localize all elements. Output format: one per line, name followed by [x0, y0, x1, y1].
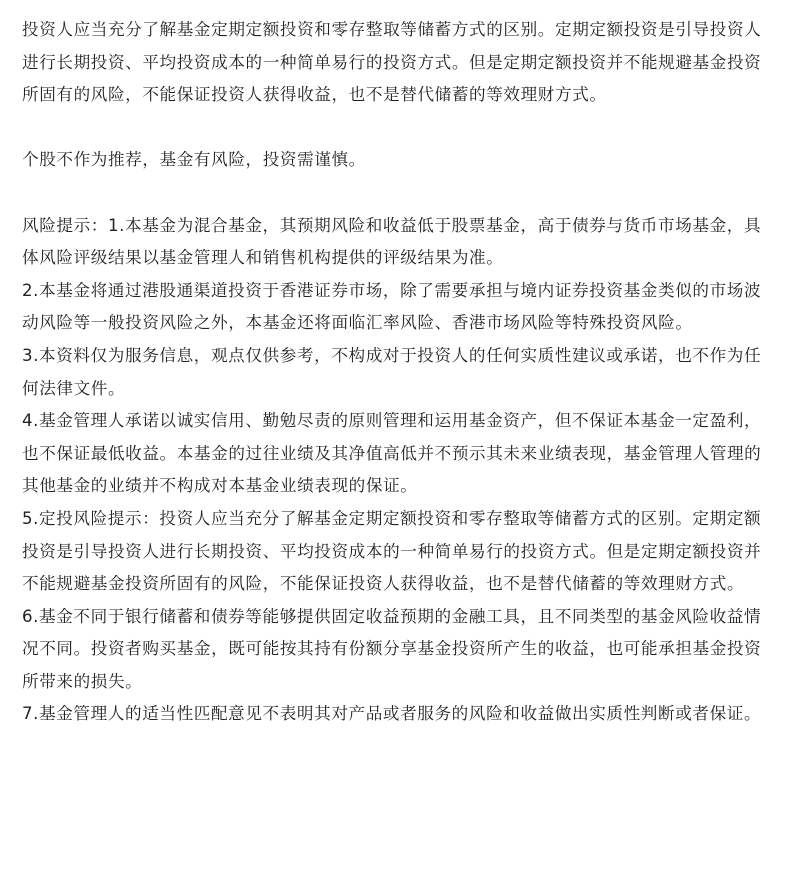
risk-item-2: 2.本基金将通过港股通渠道投资于香港证券市场，除了需要承担与境内证券投资基金类似的市场波动风险等一般投资风险之外，本基金还将面临汇率风险、香港市场风险等特殊投资风险。	[22, 280, 762, 333]
risk-item-1: 风险提示：1.本基金为混合基金，其预期风险和收益低于股票基金，高于债券与货币市场基金，具体风险评级结果以基金管理人和销售机构提供的评级结果为准。	[22, 215, 762, 268]
paragraph-spacer	[22, 112, 773, 145]
paragraph-spacer	[22, 177, 773, 210]
disclaimer-paragraph: 个股不作为推荐，基金有风险，投资需谨慎。	[22, 150, 366, 170]
risk-item-3: 3.本资料仅为服务信息，观点仅供参考，不构成对于投资人的任何实质性建议或承诺，也不作为任何法律文件。	[22, 345, 762, 398]
risk-item-7: 7.基金管理人的适当性匹配意见不表明其对产品或者服务的风险和收益做出实质性判断或者保证。	[22, 704, 762, 724]
risk-item-6: 6.基金不同于银行储蓄和债券等能够提供固定收益预期的金融工具，且不同类型的基金风险收益情况不同。投资者购买基金，既可能按其持有份额分享基金投资所产生的收益，也可能承担基金投资所带来的损失。	[22, 606, 762, 691]
risk-item-4: 4.基金管理人承诺以诚实信用、勤勉尽责的原则管理和运用基金资产，但不保证本基金一定盈利，也不保证最低收益。本基金的过往业绩及其净值高低并不预示其未来业绩表现，基金管理人管理的其他基金的业绩并不构成对本基金业绩表现的保证。	[22, 411, 762, 496]
intro-paragraph: 投资人应当充分了解基金定期定额投资和零存整取等储蓄方式的区别。定期定额投资是引导投资人进行长期投资、平均投资成本的一种简单易行的投资方式。但是定期定额投资并不能规避基金投资所固有的风险，不能保证投资人获得收益，也不是替代储蓄的等效理财方式。	[22, 20, 762, 105]
risk-item-5: 5.定投风险提示：投资人应当充分了解基金定期定额投资和零存整取等储蓄方式的区别。定期定额投资是引导投资人进行长期投资、平均投资成本的一种简单易行的投资方式。但是定期定额投资并不能规避基金投资所固有的风险，不能保证投资人获得收益，也不是替代储蓄的等效理财方式。	[22, 508, 762, 594]
